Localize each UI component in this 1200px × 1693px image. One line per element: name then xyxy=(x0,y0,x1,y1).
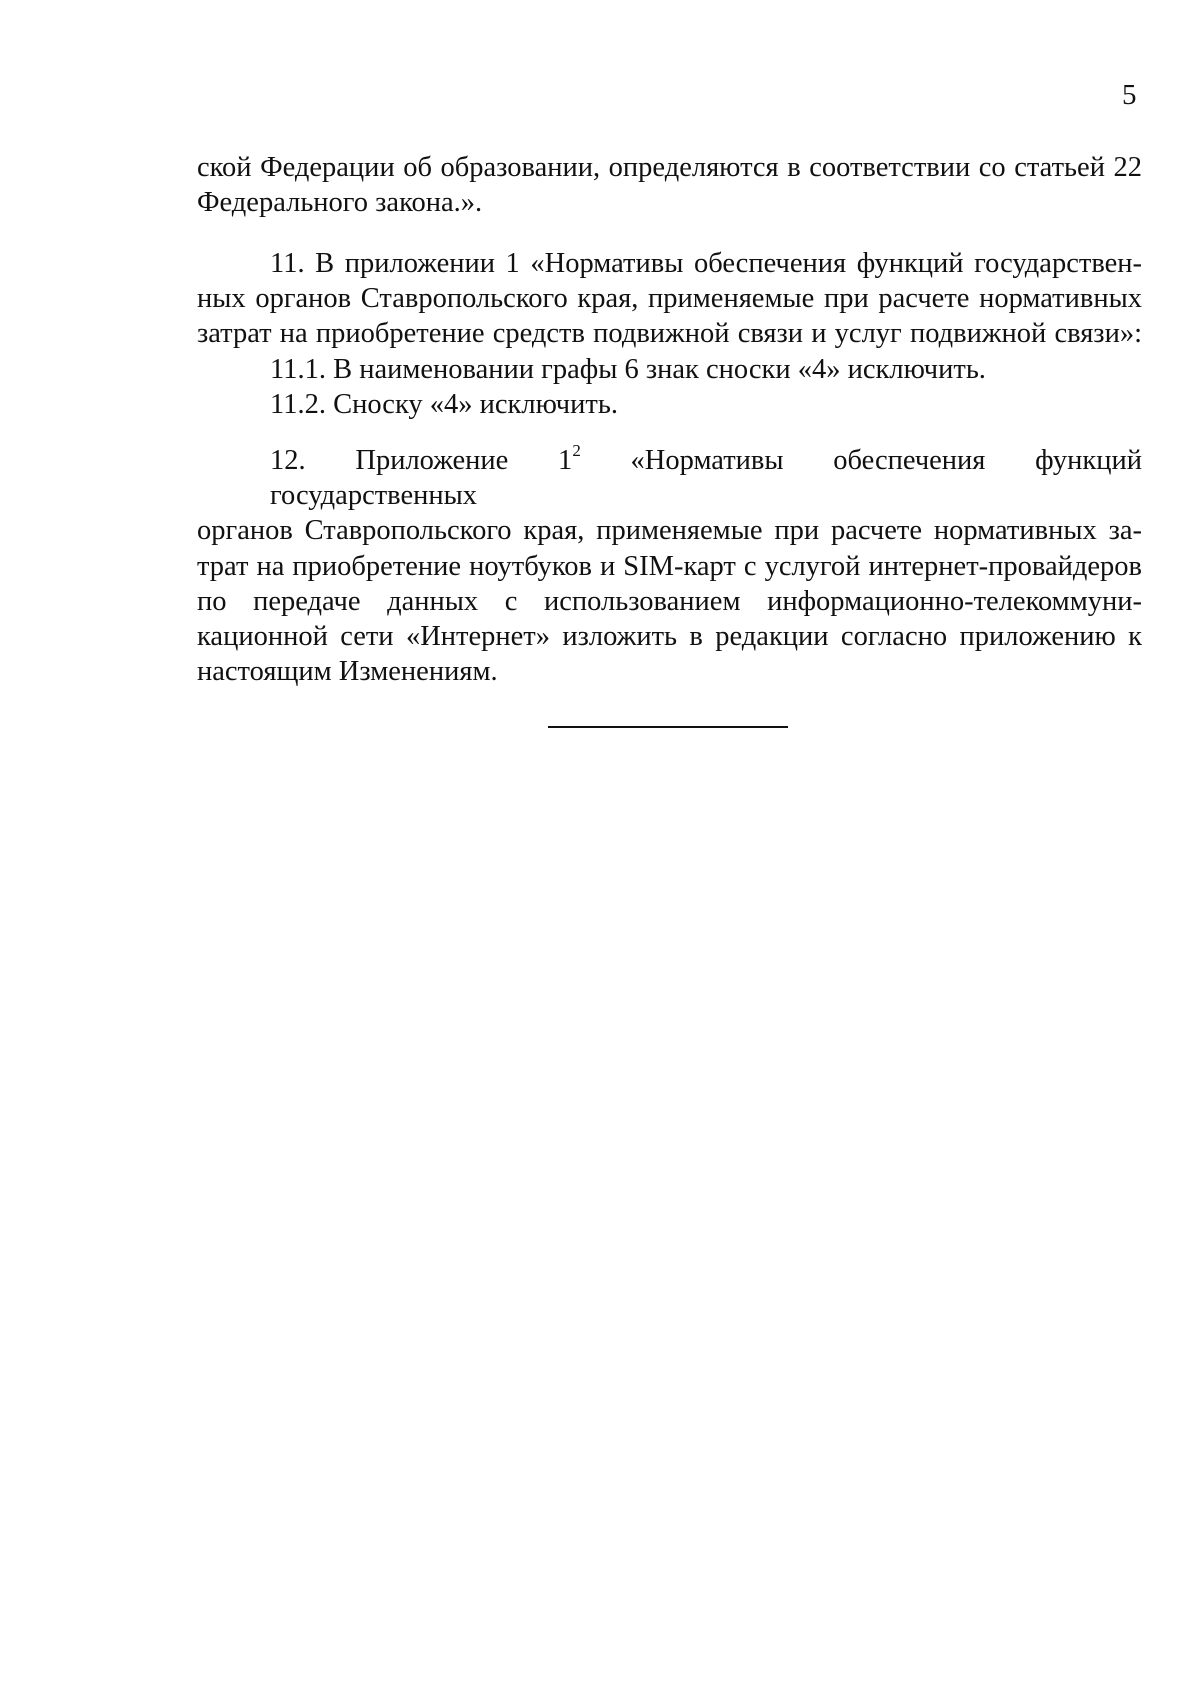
paragraph-line: кационной сети «Интернет» изложить в редакции согласно приложению к xyxy=(197,621,1142,653)
paragraph-12-suffix: «Нормативы обеспечения функций государственных xyxy=(270,445,1143,512)
paragraph-line: по передаче данных с использованием информационно-телекоммуни- xyxy=(197,585,1142,617)
paragraph-line: Федерального закона.». xyxy=(197,187,483,219)
paragraph-line: трат на приобретение ноутбуков и SIM-карт с услугой интернет-провайдеров xyxy=(197,550,1142,582)
paragraph-12 xyxy=(197,440,1143,689)
paragraph-12-prefix: 12. Приложение 1 xyxy=(270,445,573,476)
paragraph-line: ской Федерации об образовании, определяются в соответствии со статьей 22 xyxy=(197,152,1142,183)
paragraph-line: 11. В приложении 1 «Нормативы обеспечения функций государствен- xyxy=(270,248,1142,279)
page-number: 5 xyxy=(1122,79,1137,111)
paragraph-line xyxy=(197,440,1143,513)
superscript: 2 xyxy=(572,440,581,460)
paragraph-line: настоящим Изменениям. xyxy=(197,656,498,688)
paragraph-11 xyxy=(197,246,1142,422)
list-item-11-1: 11.1. В наименовании графы 6 знак сноски «4» исключить. xyxy=(270,353,986,385)
paragraph-line: ных органов Ставропольского края, применяемые при расчете нормативных xyxy=(197,283,1142,315)
paragraph-line: затрат на приобретение средств подвижной связи и услуг подвижной связи»: xyxy=(197,318,1142,350)
paragraph-line: органов Ставропольского края, применяемые при расчете нормативных за- xyxy=(197,515,1142,547)
paragraph-intro xyxy=(197,150,1142,220)
end-divider-line xyxy=(548,726,788,728)
list-item-11-2: 11.2. Сноску «4» исключить. xyxy=(270,388,618,420)
